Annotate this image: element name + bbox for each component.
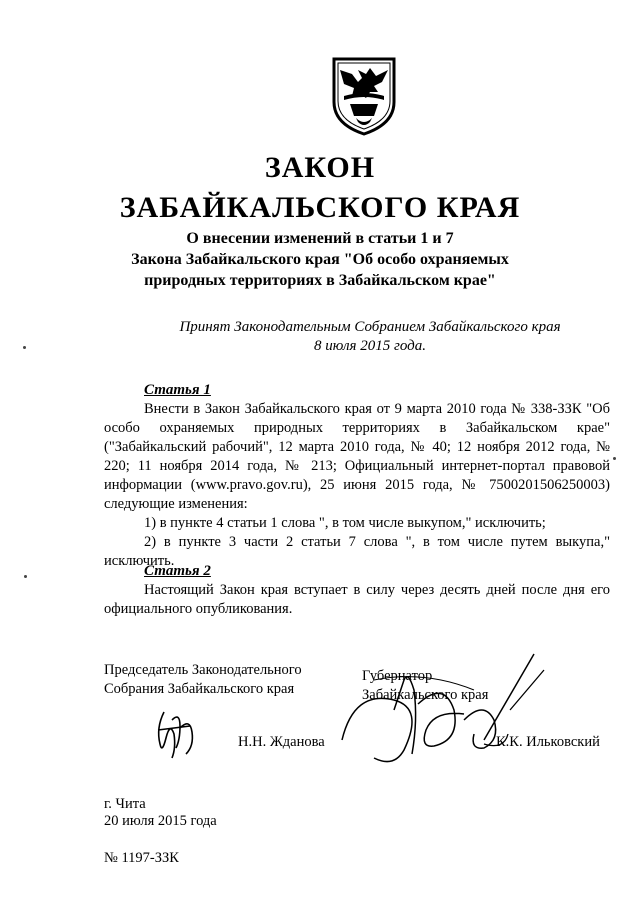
subtitle-line: Закона Забайкальского края "Об особо охраняемых [131, 251, 509, 268]
law-title: ЗАКОН [264, 151, 376, 184]
article-2-body [104, 581, 610, 619]
law-subtitle [0, 228, 640, 291]
article-1-paragraph: Внести в Закон Забайкальского края от 9 марта 2010 года № 338-ЗЗК "Об особо охраняемых природных территориях в Забайкальском крае" ("Забайкальский рабочий", 12 марта 2010 года, № 40; 12 ноября 2012 года, № 220; 11 ноября 2014 года, № 213; Официальный интернет-портал правовой информации (www.pravo.gov.ru), 25 июня 2015 года, № 7500201506250003) следующие изменения: [104, 401, 610, 512]
coat-of-arms-icon [330, 56, 398, 136]
signing-date: 20 июля 2015 года [104, 813, 217, 829]
scan-speck [23, 346, 26, 349]
article-1-heading: Статья 1 [144, 382, 211, 398]
governor-title-line2: Забайкальского края [362, 687, 489, 703]
article-1-item-2: 2) в пункте 3 части 2 статьи 7 слова ", в том числе путем выкупа," исключить. [104, 534, 610, 569]
adoption-note [0, 318, 640, 356]
subtitle-line: О внесении изменений в статьи 1 и 7 [186, 230, 454, 247]
article-2-heading: Статья 2 [144, 563, 211, 579]
scan-speck [24, 575, 27, 578]
chairman-signature-icon [150, 708, 200, 762]
adoption-date: 8 июля 2015 года. [314, 338, 426, 354]
adoption-line: Принят Законодательным Собранием Забайкальского края [179, 319, 561, 335]
governor-signature-icon [334, 650, 554, 770]
subtitle-line: природных территориях в Забайкальском крае" [144, 272, 496, 289]
region-title: ЗАБАЙКАЛЬСКОГО КРАЯ [119, 191, 521, 224]
city: г. Чита [104, 796, 146, 812]
article-2-paragraph: Настоящий Закон края вступает в силу через десять дней после дня его официального опубликования. [104, 582, 610, 617]
governor-title-line1: Губернатор [362, 668, 433, 684]
article-1-body [104, 400, 610, 571]
chairman-title-line2: Собрания Забайкальского края [104, 681, 295, 697]
scan-speck [613, 457, 616, 460]
chairman-title-line1: Председатель Законодательного [104, 662, 302, 678]
article-1-item-1: 1) в пункте 4 статьи 1 слова ", в том числе выкупом," исключить; [144, 515, 546, 531]
law-number: № 1197-ЗЗК [104, 850, 179, 866]
governor-name: К.К. Ильковский [496, 734, 600, 750]
chairman-name: Н.Н. Жданова [238, 734, 325, 750]
